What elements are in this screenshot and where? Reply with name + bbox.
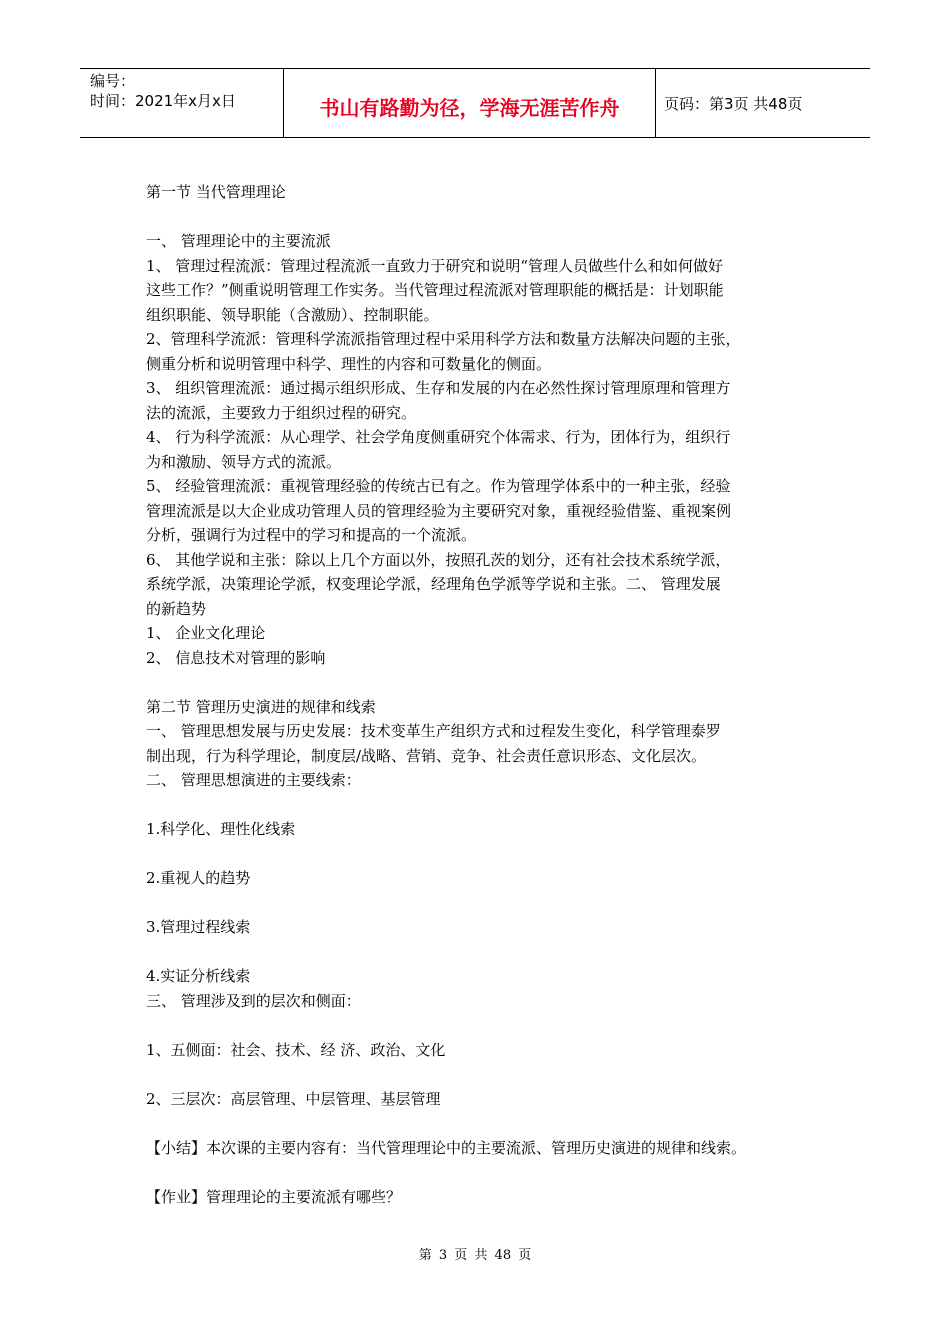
heading-main-schools: 一、 管理理论中的主要流派: [146, 232, 331, 250]
list-item: 4.实证分析线索: [146, 967, 251, 985]
list-item: 3.管理过程线索: [146, 918, 251, 936]
paragraph-line: 1、 管理过程流派：管理过程流派一直致力于研究和说明“管理人员做些什么和如何做好: [146, 256, 723, 275]
paragraph-line: 4、 行为科学流派：从心理学、社会学角度侧重研究个体需求、行为，团体行为，组织行: [146, 428, 731, 446]
page-footer: 第 3 页 共 48 页: [418, 1248, 532, 1263]
paragraph-line: 的新趋势: [146, 599, 207, 618]
paragraph-line: 三、 管理涉及到的层次和侧面：: [146, 991, 361, 1010]
document-time-label: 时间：2021年x月x日: [90, 92, 236, 110]
paragraph-line: 二、 管理思想演进的主要线索：: [146, 771, 361, 789]
header-motto: 书山有路勤为径，学海无涯苦作舟: [283, 69, 656, 137]
section-title-1: 第一节 当代管理理论: [146, 183, 286, 201]
document-number-label: 编号：: [90, 72, 136, 90]
paragraph-line: 制出现，行为科学理论，制度层/战略、营销、竞争、社会责任意识形态、文化层次。: [146, 746, 707, 765]
paragraph-line: 6、 其他学说和主张：除以上几个方面以外，按照孔茨的划分，还有社会技术系统学派，: [146, 550, 731, 569]
document-body: [146, 180, 810, 1209]
paragraph-line: 管理流派是以大企业成功管理人员的管理经验为主要研究对象，重视经验借鉴、重视案例: [146, 501, 732, 520]
list-item: 2.重视人的趋势: [146, 869, 251, 887]
page-header: [80, 68, 870, 138]
paragraph-line: 3、 组织管理流派：通过揭示组织形成、生存和发展的内在必然性探讨管理原理和管理方: [146, 379, 731, 397]
paragraph-line: 组织职能、领导职能（含激励）、控制职能。: [146, 305, 439, 324]
paragraph-line: 侧重分析和说明管理中科学、理性的内容和可数量化的侧面。: [146, 354, 552, 373]
paragraph-line: 为和激励、领导方式的流派。: [146, 452, 342, 471]
list-item: 1、五侧面：社会、技术、经 济、政治、文化: [146, 1040, 446, 1059]
section-title-2: 第二节 管理历史演进的规律和线索: [146, 697, 376, 716]
summary-line: 【小结】本次课的主要内容有：当代管理理论中的主要流派、管理历史演进的规律和线索。: [146, 1138, 747, 1157]
paragraph-line: 系统学派，决策理论学派，权变理论学派，经理角色学派等学说和主张。二、 管理发展: [146, 575, 721, 593]
homework-line: 【作业】管理理论的主要流派有哪些？: [146, 1187, 402, 1206]
list-item: 1.科学化、理性化线索: [146, 820, 296, 838]
list-item: 1、 企业文化理论: [146, 624, 266, 642]
paragraph-line: 2、管理科学流派：管理科学流派指管理过程中采用科学方法和数量方法解决问题的主张，: [146, 330, 741, 348]
paragraph-line: 分析，强调行为过程中的学习和提高的一个流派。: [146, 526, 477, 544]
paragraph-line: 5、 经验管理流派：重视管理经验的传统古已有之。作为管理学体系中的一种主张，经验: [146, 477, 731, 495]
header-page-info: 页码：第3页 共48页: [664, 94, 803, 113]
list-item: 2、 信息技术对管理的影响: [146, 648, 326, 667]
header-meta-cell: [80, 69, 283, 137]
paragraph-line: 一、 管理思想发展与历史发展：技术变革生产组织方式和过程发生变化，科学管理泰罗: [146, 722, 721, 740]
paragraph-line: 这些工作？”侧重说明管理工作实务。当代管理过程流派对管理职能的概括是：计划职能: [146, 281, 724, 299]
list-item: 2、三层次：高层管理、中层管理、基层管理: [146, 1089, 441, 1108]
paragraph-line: 法的流派，主要致力于组织过程的研究。: [146, 403, 417, 422]
